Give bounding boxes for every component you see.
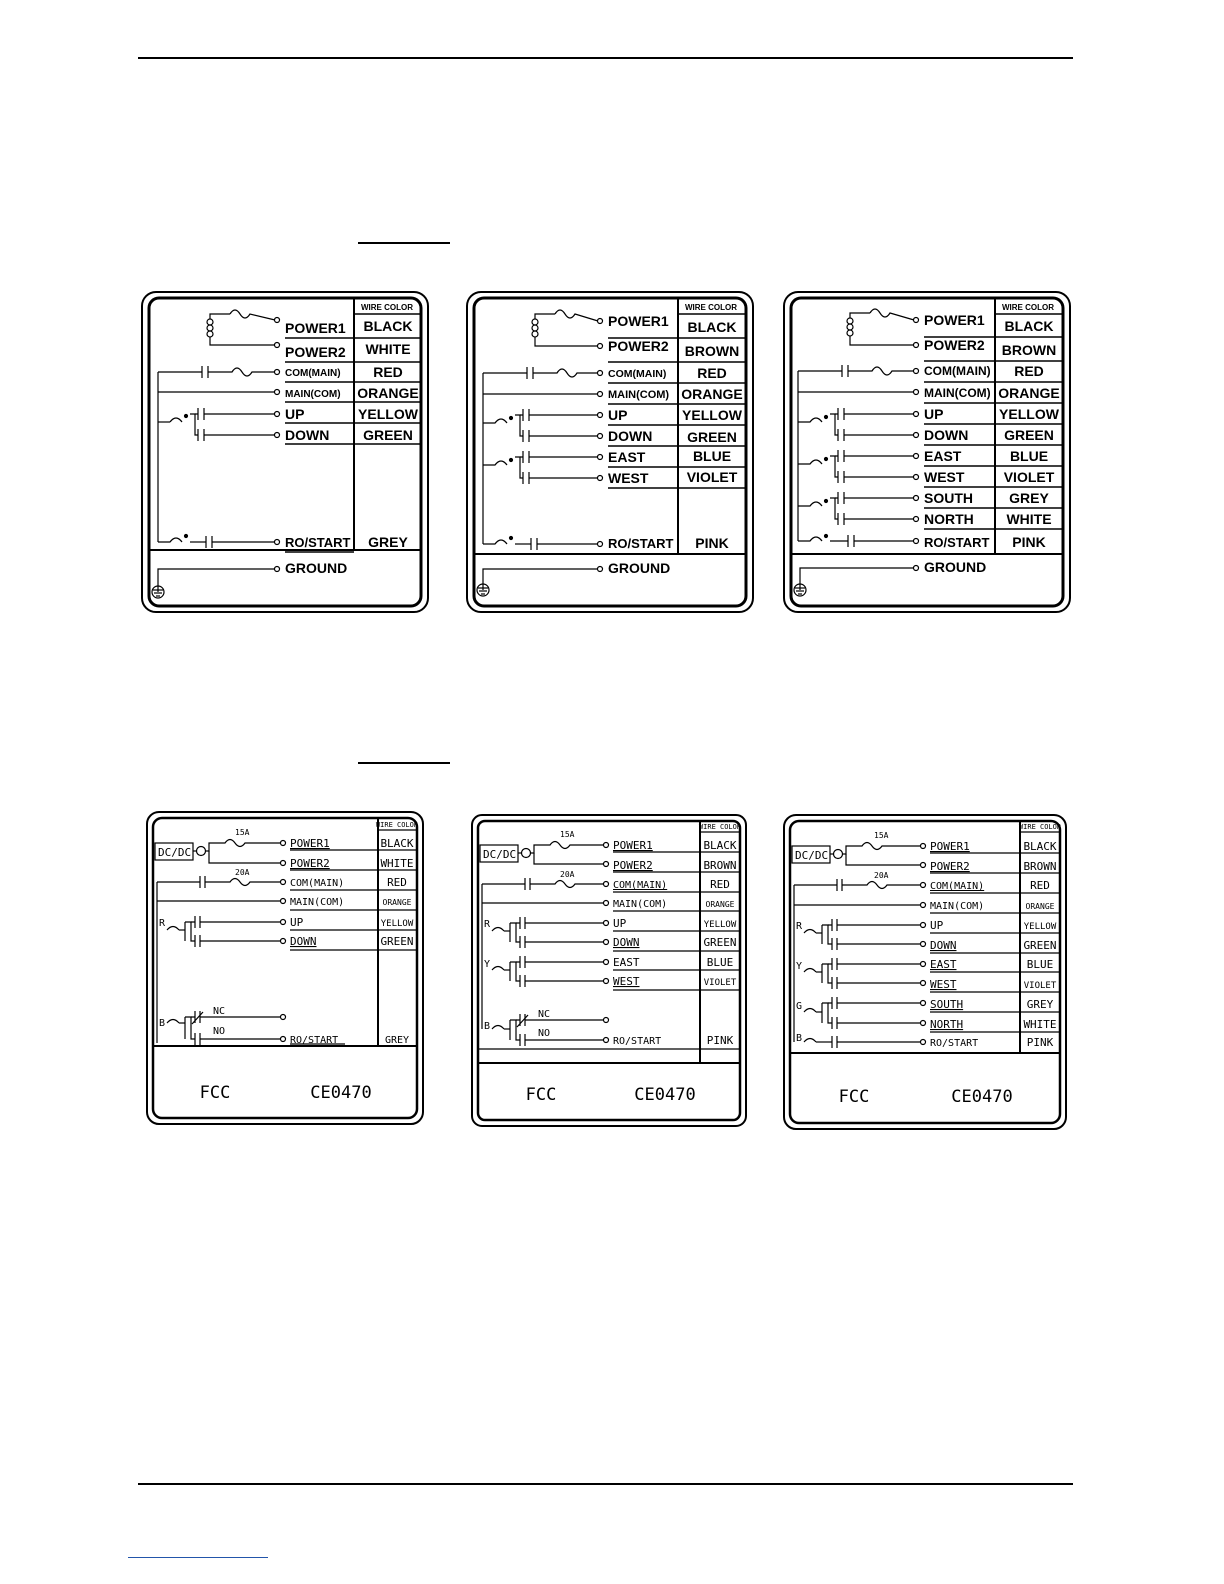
- wire-color-label: GREEN: [703, 936, 737, 949]
- wire-color-label: ORANGE: [1025, 902, 1055, 911]
- wire-color-label: BLACK: [380, 837, 414, 850]
- nc-contact-label: NC: [213, 1006, 226, 1017]
- ground-label: GROUND: [285, 560, 348, 576]
- signal-label: POWER2: [285, 344, 346, 360]
- wire-color-label: ORANGE: [382, 898, 412, 907]
- wire-color-header: WIRE COLOR: [698, 823, 742, 831]
- wire-color-label: ORANGE: [998, 385, 1060, 401]
- signal-label: EAST: [930, 958, 957, 971]
- signal-label: POWER2: [290, 857, 330, 870]
- fuse-label: 15A: [874, 831, 889, 840]
- wire-color-label: GREY: [384, 1035, 410, 1046]
- wire-color-label: GREEN: [380, 935, 414, 948]
- wire-color-label: BROWN: [1001, 342, 1057, 358]
- signal-label: COM(MAIN): [930, 881, 985, 892]
- nc-contact-label: NC: [538, 1009, 551, 1020]
- wire-color-label: GREEN: [1023, 939, 1057, 952]
- signal-label: UP: [608, 407, 628, 423]
- no-contact-label: NO: [213, 1026, 226, 1037]
- wire-color-label: PINK: [695, 535, 729, 551]
- signal-label: RO/START: [290, 1035, 339, 1046]
- footer-rule: [138, 1483, 1073, 1485]
- signal-label: UP: [285, 406, 305, 422]
- signal-label: UP: [613, 917, 627, 930]
- signal-label: POWER1: [608, 313, 669, 329]
- wire-color-label: BLACK: [1023, 840, 1057, 853]
- wire-color-label: BROWN: [684, 343, 740, 359]
- fuse-label: 20A: [235, 868, 250, 877]
- wire-color-label: ORANGE: [705, 900, 735, 909]
- relay-label: B: [484, 1021, 491, 1032]
- wire-color-label: BLACK: [363, 318, 413, 334]
- wire-color-label: WHITE: [1006, 511, 1052, 527]
- wire-color-label: BLUE: [1026, 958, 1054, 971]
- signal-label: SOUTH: [924, 490, 973, 506]
- wire-color-label: YELLOW: [682, 407, 742, 423]
- wire-color-label: BLUE: [692, 448, 732, 464]
- fcc-mark: FCC: [838, 1087, 870, 1107]
- wire-color-label: YELLOW: [999, 406, 1059, 422]
- wire-color-label: GREEN: [687, 429, 737, 445]
- wire-color-label: BLUE: [706, 956, 734, 969]
- relay-label: B: [796, 1033, 803, 1044]
- signal-label: DOWN: [930, 939, 957, 952]
- signal-label: POWER1: [290, 837, 330, 850]
- signal-label: RO/START: [930, 1038, 979, 1049]
- signal-label: DOWN: [285, 427, 330, 443]
- wire-color-label: PINK: [1026, 1036, 1054, 1049]
- wire-color-label: BLUE: [1009, 448, 1049, 464]
- relay-label: R: [484, 919, 491, 930]
- signal-label: MAIN(COM): [930, 901, 985, 912]
- ground-label: GROUND: [608, 560, 671, 576]
- signal-label: RO/START: [613, 1036, 662, 1047]
- footnote-separator: [128, 1557, 268, 1558]
- section-heading-underline-1: [358, 242, 450, 244]
- section-heading-underline-2: [358, 762, 450, 764]
- ce-mark: CE0470: [634, 1085, 696, 1105]
- signal-label: POWER1: [930, 840, 970, 853]
- relay-label: R: [796, 921, 803, 932]
- wire-color-label: ORANGE: [357, 385, 419, 401]
- wire-color-label: BLACK: [703, 839, 737, 852]
- wiring-panel-b3: [782, 813, 1068, 1131]
- signal-label: POWER1: [613, 839, 653, 852]
- wire-color-label: VIOLET: [686, 469, 738, 485]
- wire-color-label: WHITE: [1023, 1018, 1057, 1031]
- signal-label: WEST: [930, 978, 957, 991]
- relay-label: G: [796, 1001, 803, 1012]
- wire-color-label: WHITE: [365, 341, 411, 357]
- wire-color-label: BROWN: [703, 859, 737, 872]
- wire-color-label: RED: [710, 878, 730, 891]
- signal-label: EAST: [608, 449, 646, 465]
- dcdc-converter-label: DC/DC: [795, 849, 829, 862]
- signal-label: WEST: [608, 470, 649, 486]
- signal-label: DOWN: [608, 428, 653, 444]
- fuse-label: 15A: [235, 828, 250, 837]
- signal-label: NORTH: [924, 511, 974, 527]
- signal-label: RO/START: [924, 535, 990, 550]
- header-rule: [138, 57, 1073, 59]
- signal-label: UP: [924, 406, 944, 422]
- wire-color-label: PINK: [1012, 534, 1046, 550]
- relay-label: Y: [796, 961, 803, 972]
- fuse-label: 15A: [560, 830, 575, 839]
- signal-label: MAIN(COM): [285, 389, 341, 400]
- signal-label: EAST: [924, 448, 962, 464]
- wire-color-header: WIRE COLOR: [685, 303, 737, 312]
- wire-color-label: GREEN: [363, 427, 413, 443]
- dcdc-converter-label: DC/DC: [483, 848, 517, 861]
- ce-mark: CE0470: [310, 1083, 372, 1103]
- wiring-panel-a3: [782, 290, 1072, 614]
- wire-color-label: ORANGE: [681, 386, 743, 402]
- signal-label: SOUTH: [930, 998, 964, 1011]
- signal-label: WEST: [613, 975, 640, 988]
- wire-color-label: YELLOW: [703, 920, 737, 930]
- wire-color-label: VIOLET: [703, 978, 737, 988]
- signal-label: DOWN: [924, 427, 969, 443]
- wiring-panel-b2: [470, 813, 748, 1128]
- signal-label: COM(MAIN): [924, 364, 991, 378]
- wire-color-label: BLACK: [687, 319, 737, 335]
- relay-label: R: [159, 918, 166, 929]
- signal-label: UP: [930, 919, 944, 932]
- wire-color-label: PINK: [706, 1034, 734, 1047]
- wire-color-header: WIRE COLOR: [1018, 823, 1062, 831]
- signal-label: COM(MAIN): [608, 368, 667, 380]
- wire-color-label: GREY: [1026, 998, 1054, 1011]
- ce-mark: CE0470: [951, 1087, 1013, 1107]
- no-contact-label: NO: [538, 1028, 551, 1039]
- wire-color-label: BLACK: [1004, 318, 1054, 334]
- signal-label: MAIN(COM): [924, 386, 991, 400]
- signal-label: POWER1: [285, 320, 346, 336]
- fcc-mark: FCC: [199, 1083, 231, 1103]
- dcdc-converter-label: DC/DC: [158, 846, 192, 859]
- wire-color-label: VIOLET: [1003, 469, 1055, 485]
- wire-color-label: YELLOW: [358, 406, 418, 422]
- signal-label: POWER2: [924, 337, 985, 353]
- wire-color-label: YELLOW: [1023, 922, 1057, 932]
- signal-label: WEST: [924, 469, 965, 485]
- signal-label: COM(MAIN): [285, 368, 341, 379]
- signal-label: DOWN: [290, 935, 317, 948]
- wiring-panel-a2: [465, 290, 755, 614]
- wire-color-label: GREY: [368, 534, 408, 550]
- signal-label: COM(MAIN): [613, 880, 668, 891]
- wiring-panel-a1: [140, 290, 430, 614]
- signal-label: DOWN: [613, 936, 640, 949]
- signal-label: NORTH: [930, 1018, 964, 1031]
- wire-color-label: VIOLET: [1023, 981, 1057, 991]
- signal-label: POWER1: [924, 312, 985, 328]
- wire-color-label: RED: [1014, 363, 1044, 379]
- wire-color-label: RED: [697, 365, 727, 381]
- wire-color-label: GREEN: [1004, 427, 1054, 443]
- signal-label: MAIN(COM): [613, 899, 668, 910]
- wire-color-label: RED: [373, 364, 403, 380]
- signal-label: POWER2: [930, 860, 970, 873]
- signal-label: POWER2: [608, 338, 669, 354]
- wire-color-header: WIRE COLOR: [361, 303, 413, 312]
- signal-label: MAIN(COM): [608, 389, 670, 401]
- wire-color-label: BROWN: [1023, 860, 1057, 873]
- fuse-label: 20A: [874, 871, 889, 880]
- ground-label: GROUND: [924, 559, 987, 575]
- wire-color-label: WHITE: [380, 857, 414, 870]
- signal-label: EAST: [613, 956, 640, 969]
- fuse-label: 20A: [560, 870, 575, 879]
- wire-color-label: RED: [387, 876, 407, 889]
- wire-color-label: RED: [1030, 879, 1050, 892]
- wire-color-header: WIRE COLOR: [375, 821, 419, 829]
- signal-label: RO/START: [608, 536, 674, 551]
- signal-label: UP: [290, 916, 304, 929]
- wire-color-label: YELLOW: [380, 919, 414, 929]
- signal-label: RO/START: [285, 535, 351, 550]
- wiring-panel-b1: [145, 810, 427, 1128]
- signal-label: MAIN(COM): [290, 897, 345, 908]
- signal-label: COM(MAIN): [290, 878, 345, 889]
- relay-label: Y: [484, 959, 491, 970]
- relay-label: B: [159, 1018, 166, 1029]
- wire-color-header: WIRE COLOR: [1002, 303, 1054, 312]
- signal-label: POWER2: [613, 859, 653, 872]
- wire-color-label: GREY: [1009, 490, 1049, 506]
- fcc-mark: FCC: [525, 1085, 557, 1105]
